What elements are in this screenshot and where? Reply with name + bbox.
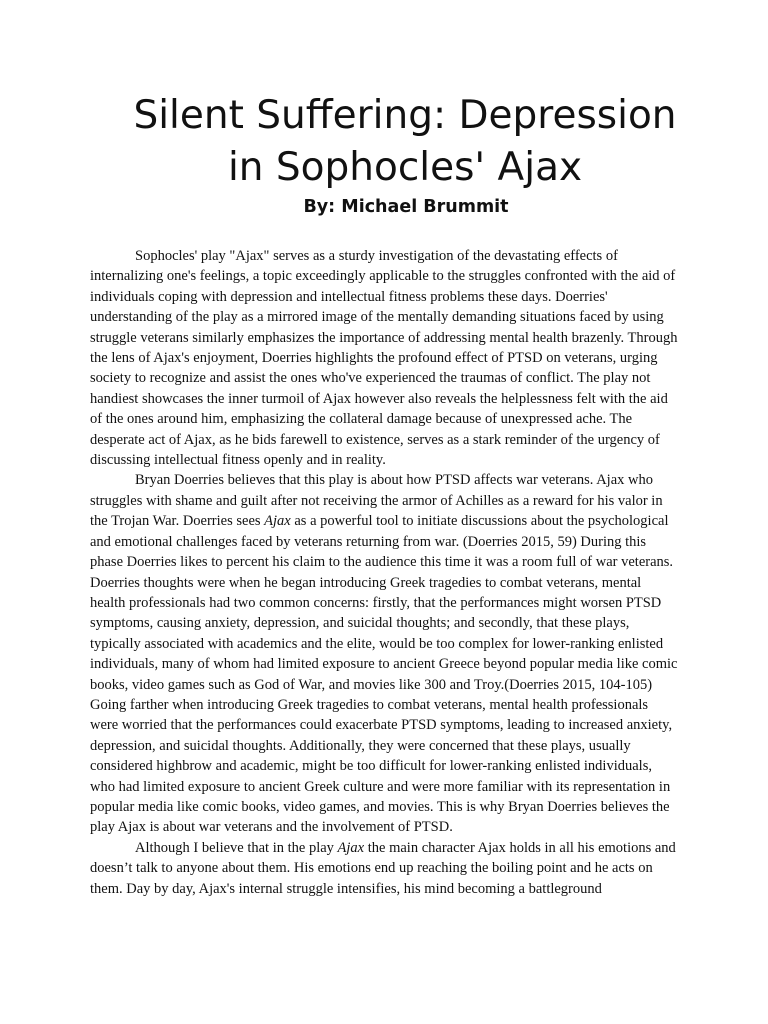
paragraph-text: the main character Ajax holds in all his emotions and doesn’t talk to anyone about them. His emotions end up reaching the boiling point and he acts on them. Day by day, Ajax's internal struggle intensifies, his mind becoming a battleground [90, 839, 676, 897]
paragraph-text: Bryan Doerries believes that this play is about how PTSD affects war veterans. Ajax who struggles with shame and guilt after not receiving the armor of Achilles as a reward for his valor in the Trojan War. Doerries sees [90, 472, 663, 530]
body-paragraph [90, 246, 678, 470]
paragraph-text: as a powerful tool to initiate discussions about the psychological and emotional challenges faced by veterans returning from war. (Doerries 2015, 59) During this phase Doerries likes to percent his claim to the audience this time it was a room full of war veterans. Doerries thoughts were when he began introducing Greek tragedies to combat veterans, mental health professionals had two common concerns: firstly, that the performances might worsen PTSD symptoms, causing anxiety, depression, and suicidal thoughts; and secondly, that these plays, typically associated with academics and the elite, would be too complex for lower-ranking enlisted individuals, many of whom had limited exposure to ancient Greece beyond popular media like comic books, video games such as God of War, and movies like 300 and Troy.(Doerries 2015, 104-105) Going farther when introducing Greek tragedies to combat veterans, mental health professionals were worried that the performances could exacerbate PTSD symptoms, leading to increased anxiety, depression, and suicidal thoughts. Additionally, they were concerned that these plays, usually considered highbrow and academic, might be too difficult for lower-ranking enlisted individuals, who had limited exposure to ancient Greek culture and were more familiar with its representation in popular media like comic books, video games, and movies. This is why Bryan Doerries believes the play Ajax is about war veterans and the involvement of PTSD. [90, 513, 678, 836]
body-paragraph [90, 470, 678, 837]
italic-title-text: Ajax [264, 513, 291, 530]
italic-title-text: Ajax [337, 839, 365, 856]
body-paragraph [90, 838, 678, 899]
document-title: Silent Suffering: Depression in Sophocles' Ajax [133, 93, 677, 190]
document-body [90, 246, 678, 899]
paragraph-text: Although I believe that in the play [135, 839, 338, 856]
paragraph-text: Sophocles' play "Ajax" serves as a sturdy investigation of the devastating effects of internalizing one's feelings, a topic exceedingly applicable to the struggles confronted with the aid of individuals coping with depression and intellectual fitness problems these days. Doerries' understanding of the play as a mirrored image of the mentally demanding situations faced by using struggle veterans similarly emphasizes the importance of addressing mental health brazenly. Through the lens of Ajax's enjoyment, Doerries highlights the profound effect of PTSD on veterans, urging society to recognize and assist the ones who've experienced the traumas of conflict. The play not handiest showcases the inner turmoil of Ajax however also reveals the helplessness felt with the aid of the ones around him, emphasizing the collateral damage because of unexpressed ache. The desperate act of Ajax, as he bids farewell to existence, serves as a stark reminder of the urgency of discussing intellectual fitness openly and in reality. [90, 248, 678, 469]
document-author: By: Michael Brummit [303, 197, 509, 217]
